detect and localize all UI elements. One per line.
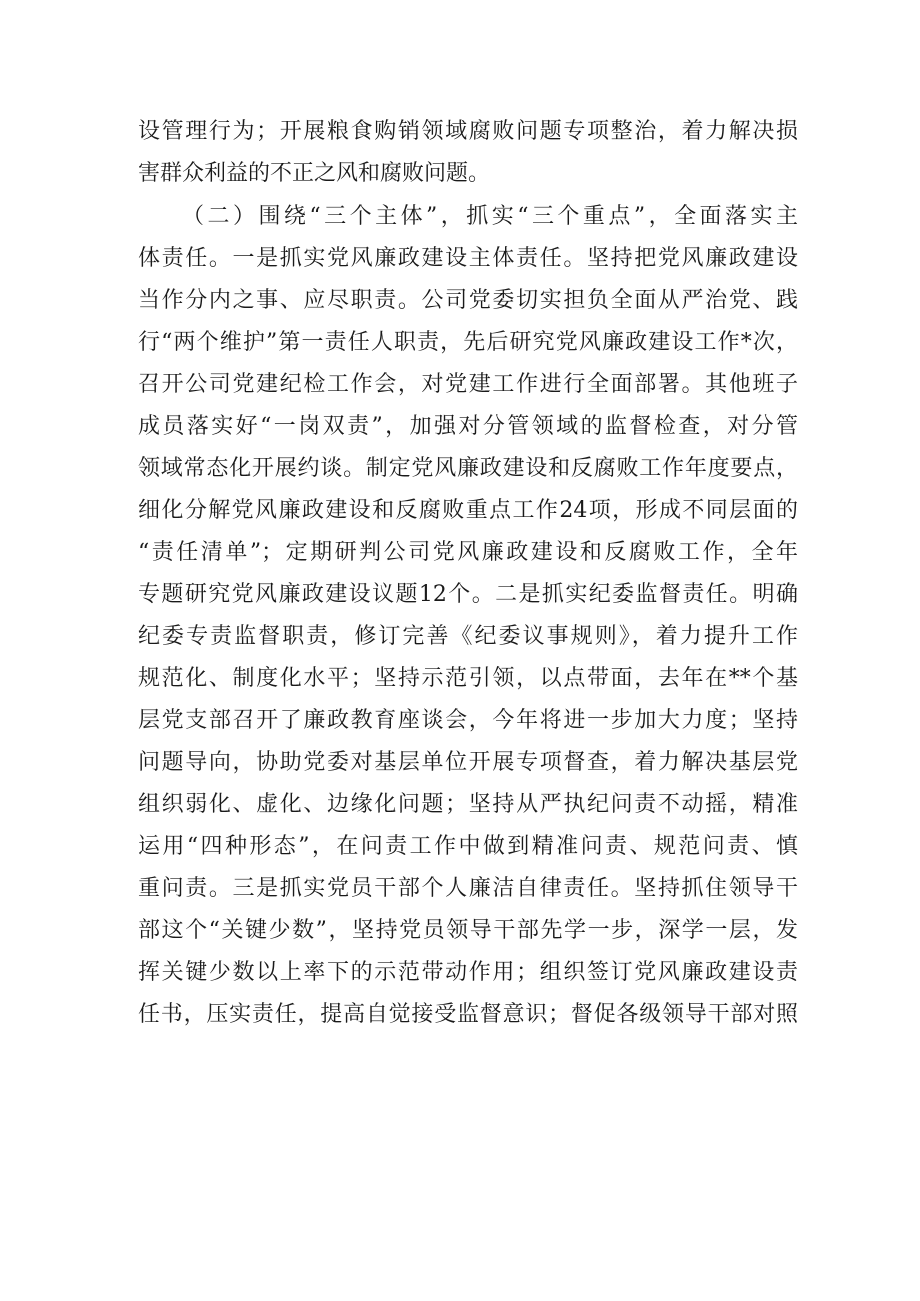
text-line: 组织弱化、虚化、边缘化问题；坚持从严执纪问责不动摇，精准 xyxy=(138,792,798,817)
text-line: 召开公司党建纪检工作会，对党建工作进行全面部署。其他班子 xyxy=(138,372,798,397)
text-line: 当作分内之事、应尽职责。公司党委切实担负全面从严治党、践 xyxy=(138,288,798,313)
text-line: （二）围绕“三个主体”，抓实“三个重点”，全面落实主 xyxy=(182,204,798,229)
paragraph-1 xyxy=(138,111,798,195)
text-line: 部这个“关键少数”，坚持党员领导干部先学一步，深学一层，发 xyxy=(138,918,798,943)
text-line: 领域常态化开展约谈。制定党风廉政建设和反腐败工作年度要点， xyxy=(138,456,798,481)
text-line: 挥关键少数以上率下的示范带动作用；组织签订党风廉政建设责 xyxy=(138,960,798,985)
text-line: 运用“四种形态”，在问责工作中做到精准问责、规范问责、慎 xyxy=(138,834,798,859)
paragraph-2 xyxy=(138,196,798,1036)
text-line: 层党支部召开了廉政教育座谈会，今年将进一步加大力度；坚持 xyxy=(138,708,798,733)
text-line: 任书，压实责任，提高自觉接受监督意识；督促各级领导干部对照 xyxy=(138,1002,798,1027)
text-line: 行“两个维护”第一责任人职责，先后研究党风廉政建设工作*次， xyxy=(138,330,798,355)
text-line: 纪委专责监督职责，修订完善《纪委议事规则》，着力提升工作 xyxy=(138,624,798,649)
text-line: “责任清单”；定期研判公司党风廉政建设和反腐败工作，全年 xyxy=(138,540,798,565)
text-line: 体责任。一是抓实党风廉政建设主体责任。坚持把党风廉政建设 xyxy=(138,246,798,271)
text-line: 规范化、制度化水平；坚持示范引领，以点带面，去年在**个基 xyxy=(138,666,798,691)
text-line: 设管理行为；开展粮食购销领域腐败问题专项整治，着力解决损 xyxy=(138,119,798,144)
text-line: 问题导向，协助党委对基层单位开展专项督查，着力解决基层党 xyxy=(138,750,798,775)
text-line: 细化分解党风廉政建设和反腐败重点工作24项，形成不同层面的 xyxy=(138,498,798,523)
text-line: 害群众利益的不正之风和腐败问题。 xyxy=(138,161,491,186)
text-line: 成员落实好“一岗双责”，加强对分管领域的监督检查，对分管 xyxy=(138,414,798,439)
text-line: 重问责。三是抓实党员干部个人廉洁自律责任。坚持抓住领导干 xyxy=(138,876,798,901)
text-line: 专题研究党风廉政建设议题12个。二是抓实纪委监督责任。明确 xyxy=(138,582,798,607)
